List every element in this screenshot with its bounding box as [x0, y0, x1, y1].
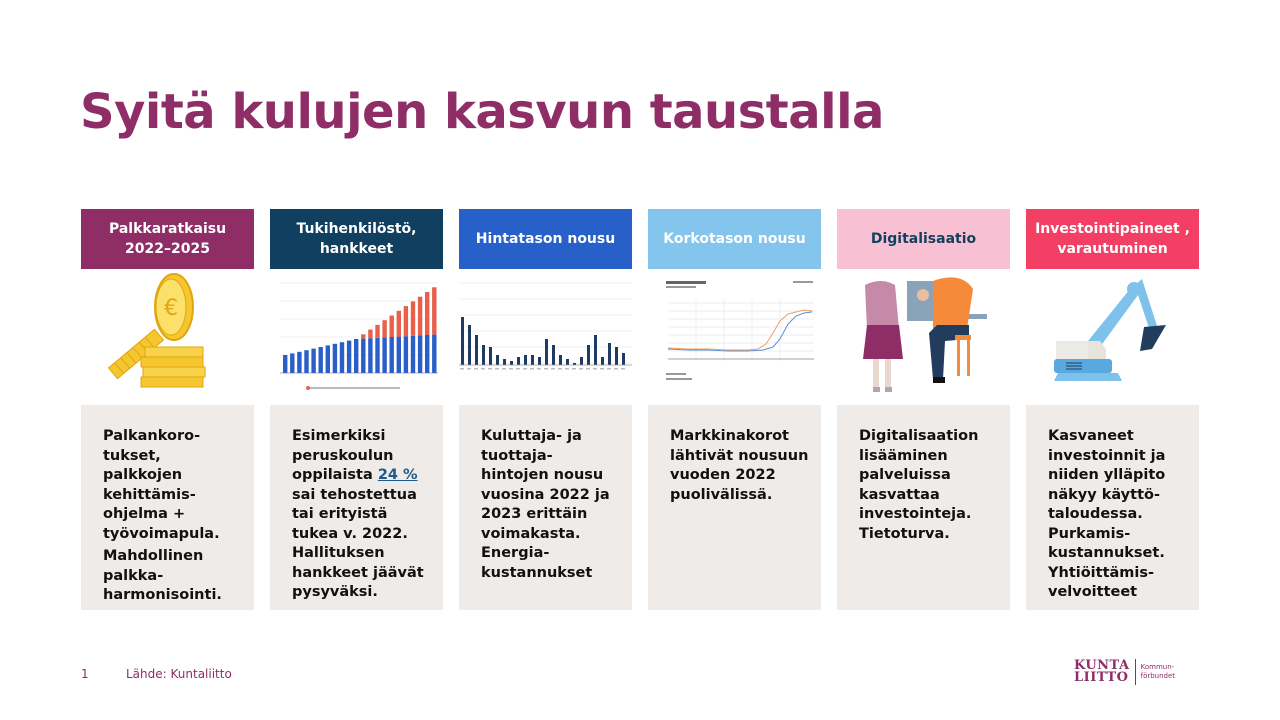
source-note: Lähde: Kuntaliitto: [126, 667, 232, 681]
bar-chart-thumbnail-icon: [270, 269, 443, 405]
column-header: Hintatason nousu: [459, 209, 632, 269]
column-body: [270, 405, 443, 610]
source-link[interactable]: 24 %: [377, 467, 418, 483]
interest-rate-line-chart-thumbnail-icon: [648, 269, 821, 405]
column-body: [81, 405, 254, 610]
page-number: 1: [81, 667, 89, 681]
column-tukihenkilosto: [270, 209, 443, 610]
people-at-computer-illustration-icon: [837, 269, 1010, 405]
column-header: Investointipaineet , varautuminen: [1026, 209, 1199, 269]
column-header: Palkkaratkaisu 2022–2025: [81, 209, 254, 269]
column-digitalisaatio: [837, 209, 1010, 610]
body-text: Digitalisaation lisääminen palveluissa kasvattaa investointeja. Tietoturva.: [859, 428, 979, 542]
column-body: [837, 405, 1010, 610]
column-korkotaso: [648, 209, 821, 610]
body-text: Mahdollinen palkka-harmonisointi.: [103, 548, 222, 603]
excavator-illustration-icon: [1026, 269, 1199, 405]
body-text: Esimerkiksi peruskoulun oppilaista 24 % sai tehostettua tai erityistä tukea v. 2022. Hallituksen hankkeet jäävät pysyväksi.: [292, 428, 424, 600]
column-body: [648, 405, 821, 610]
column-header: Tukihenkilöstö, hankkeet: [270, 209, 443, 269]
column-header: Korkotason nousu: [648, 209, 821, 269]
kuntaliitto-logo: KUNTA LIITTO Kommun- förbundet: [1074, 658, 1176, 685]
coins-illustration-icon: [81, 269, 254, 405]
column-hintataso: [459, 209, 632, 610]
column-palkkaratkaisu: [81, 209, 254, 610]
body-text: Kasvaneet investoinnit ja niiden ylläpito näkyy käyttö-taloudessa. Purkamis-kustannukset. Yhtiöittämis-velvoitteet: [1048, 428, 1166, 600]
column-investointipaineet: [1026, 209, 1199, 610]
body-text: Palkankoro-tukset, palkkojen kehittämis-ohjelma + työvoimapula.: [103, 428, 220, 542]
column-header: Digitalisaatio: [837, 209, 1010, 269]
body-text: Markkinakorot lähtivät nousuun vuoden 2022 puolivälissä.: [670, 428, 809, 503]
page-title: Syitä kulujen kasvun taustalla: [80, 84, 884, 140]
body-text: Kuluttaja- ja tuottaja-hintojen nousu vuosina 2022 ja 2023 erittäin voimakasta. Energia-kustannukset: [481, 428, 610, 581]
column-body: [1026, 405, 1199, 610]
column-body: [459, 405, 632, 610]
svg-text:€: €: [164, 296, 178, 321]
price-bar-chart-thumbnail-icon: [459, 269, 632, 405]
